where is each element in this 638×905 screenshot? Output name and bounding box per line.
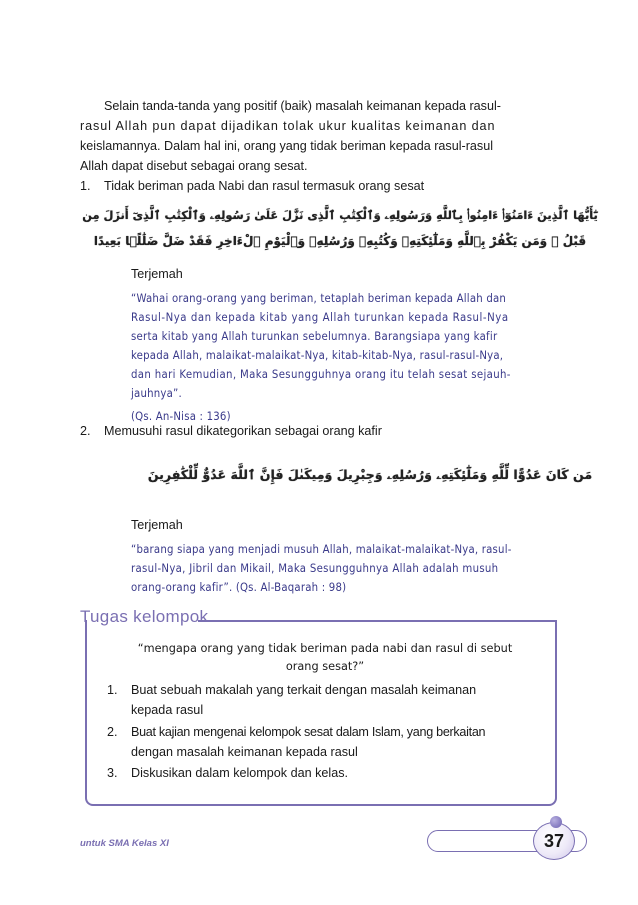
intro-line-3: keislamannya. Dalam hal ini, orang yang tidak beriman kepada rasul-rasul xyxy=(80,139,494,153)
intro-paragraph xyxy=(80,96,558,176)
arabic-line-2: قَبْلُ ۚ وَمَن يَكْفُرْ بِٱللَّهِ وَمَلَٰٓئِكَتِهِۦ وَكُتُبِهِۦ وَرُسُلِهِۦ وَٱلْيَوْمِ ٱلْءَاخِرِ فَقَدْ ضَلَّ ضَلَٰلًۢا بَعِيدًا xyxy=(93,234,587,248)
terjemah-1-line-6: jauhnya”. xyxy=(131,387,182,400)
intro-line-2: rasul Allah pun dapat dijadikan tolak ukur kualitas keimanan dan xyxy=(80,119,496,133)
terjemah-1-source: (Qs. An-Nisa : 136) xyxy=(131,410,231,423)
tugas-kelompok-title: Tugas kelompok xyxy=(80,607,209,626)
tugas-list-item xyxy=(107,763,547,783)
tugas-item-2-number: 2. xyxy=(107,725,118,739)
terjemah-1-line-3: serta kitab yang Allah turunkan sebelumnya. Barangsiapa yang kafir xyxy=(131,330,498,343)
tugas-list-item xyxy=(107,722,547,762)
terjemah-2-line-3: orang-orang kafir”. (Qs. Al-Baqarah : 98) xyxy=(131,581,347,594)
tugas-item-3-line-1: Diskusikan dalam kelompok dan kelas. xyxy=(131,766,348,780)
question-line-2: orang sesat?” xyxy=(285,660,365,673)
tugas-item-2-line-2: dengan masalah keimanan kepada rasul xyxy=(131,745,358,759)
terjemah-an-nisa xyxy=(131,289,559,426)
point-2-number: 2. xyxy=(80,424,91,438)
terjemah-1-line-5: dan hari Kemudian, Maka Sesungguhnya orang itu telah sesat sejauh- xyxy=(131,368,511,381)
terjemah-label-1: Terjemah xyxy=(131,267,183,281)
tugas-item-1-number: 1. xyxy=(107,683,118,697)
point-2-text: Memusuhi rasul dikategorikan sebagai orang kafir xyxy=(104,424,382,438)
terjemah-2-line-2: rasul-Nya, Jibril dan Mikail, Maka Sesungguhnya Allah adalah musuh xyxy=(131,562,499,575)
page-ornament-dot xyxy=(550,816,562,828)
terjemah-2-line-1: “barang siapa yang menjadi musuh Allah, malaikat-malaikat-Nya, rasul- xyxy=(131,543,512,556)
terjemah-1-line-4: kepada Allah, malaikat-malaikat-Nya, kitab-kitab-Nya, rasul-rasul-Nya, xyxy=(131,349,504,362)
arabic-line-1: يَٰٓأَيُّهَا ٱلَّذِينَ ءَامَنُوٓا۟ ءَامِنُوا۟ بِٱللَّهِ وَرَسُولِهِۦ وَٱلْكِتَٰبِ ٱلَّذِى نَزَّلَ عَلَىٰ رَسُولِهِۦ وَٱلْكِتَٰبِ ٱلَّذِىٓ أَنزَلَ مِن xyxy=(82,208,598,222)
tugas-question xyxy=(110,640,540,676)
tugas-item-2-line-1: Buat kajian mengenai kelompok sesat dalam Islam, yang berkaitan xyxy=(131,725,486,739)
arabic-verse-al-baqarah-98: مَن كَانَ عَدُوًّا لِّلَّهِ وَمَلَٰٓئِكَتِهِۦ وَرُسُلِهِۦ وَجِبْرِيلَ وَمِيكَىٰلَ فَإِنَّ ٱللَّهَ عَدُوٌّ لِّلْكَٰفِرِينَ xyxy=(147,467,593,482)
point-1-text: Tidak beriman pada Nabi dan rasul termasuk orang sesat xyxy=(104,179,425,193)
footer-label: untuk SMA Kelas XI xyxy=(80,838,169,849)
terjemah-1-line-1: “Wahai orang-orang yang beriman, tetaplah beriman kepada Allah dan xyxy=(131,292,507,305)
intro-line-4: Allah dapat disebut sebagai orang sesat. xyxy=(80,159,308,173)
tugas-list-item xyxy=(107,680,547,720)
page-number: 37 xyxy=(533,822,575,860)
terjemah-1-line-2: Rasul-Nya dan kepada kitab yang Allah turunkan kepada Rasul-Nya xyxy=(131,311,509,324)
terjemah-al-baqarah xyxy=(131,540,559,597)
arabic-verse-an-nisa-136 xyxy=(82,176,598,260)
tugas-item-1-line-2: kepada rasul xyxy=(131,703,204,717)
intro-line-1: Selain tanda-tanda yang positif (baik) masalah keimanan kepada rasul- xyxy=(104,99,501,113)
point-1-number: 1. xyxy=(80,179,91,193)
tugas-item-3-number: 3. xyxy=(107,766,118,780)
terjemah-label-2: Terjemah xyxy=(131,518,183,532)
tugas-item-1-line-1: Buat sebuah makalah yang terkait dengan masalah keimanan xyxy=(131,683,477,697)
question-line-1: “mengapa orang yang tidak beriman pada nabi dan rasul di sebut xyxy=(137,642,513,655)
